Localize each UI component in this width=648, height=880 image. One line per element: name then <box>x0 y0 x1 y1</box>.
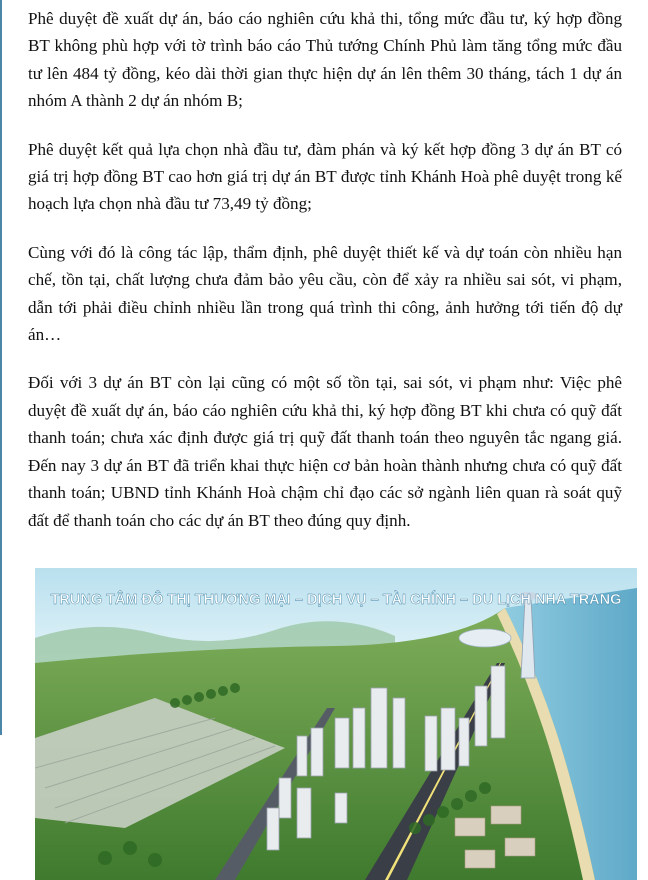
paragraph-3: Cùng với đó là công tác lập, thẩm định, phê duyệt thiết kế và dự toán còn nhiều hạn chế, tồn tại, chất lượng chưa đảm bảo yêu cầu, còn để xảy ra nhiều sai sót, vi phạm, dẫn tới phải điều chỉnh nhiều lần trong quá trình thi công, ảnh hưởng tới tiến độ dự án… <box>28 242 622 345</box>
urban-center-rendering-image <box>35 568 637 880</box>
article-body <box>28 5 622 555</box>
photo-caption-banner: TRUNG TÂM ĐÔ THỊ THƯƠNG MẠI – DỊCH VỤ – TÀI CHÍNH – DU LỊCH NHA TRANG <box>50 592 622 608</box>
left-border-rule <box>0 0 2 735</box>
paragraph-4: Đối với 3 dự án BT còn lại cũng có một số tồn tại, sai sót, vi phạm như: Việc phê duyệt đề xuất dự án, báo cáo nghiên cứu khả thi, ký hợp đồng BT khi chưa có quỹ đất thanh toán; chưa xác định được giá trị quỹ đất thanh toán theo nguyên tắc ngang giá. Đến nay 3 dự án BT đã triển khai thực hiện cơ bản hoàn thành nhưng chưa có quỹ đất thanh toán; UBND tỉnh Khánh Hoà chậm chỉ đạo các sở ngành liên quan rà soát quỹ đất để thanh toán cho các dự án BT theo đúng quy định. <box>28 373 622 530</box>
paragraph-2: Phê duyệt kết quả lựa chọn nhà đầu tư, đàm phán và ký kết hợp đồng 3 dự án BT có giá trị hợp đồng BT cao hơn giá trị dự án BT được tỉnh Khánh Hoà phê duyệt trong kế hoạch lựa chọn nhà đầu tư 73,49 tỷ đồng; <box>28 139 622 214</box>
paragraph-1: Phê duyệt đề xuất dự án, báo cáo nghiên cứu khả thi, tổng mức đầu tư, ký hợp đồng BT không phù hợp với tờ trình báo cáo Thủ tướng Chính Phủ làm tăng tổng mức đầu tư lên 484 tỷ đồng, kéo dài thời gian thực hiện dự án lên thêm 30 tháng, tách 1 dự án nhóm A thành 2 dự án nhóm B; <box>28 9 622 111</box>
